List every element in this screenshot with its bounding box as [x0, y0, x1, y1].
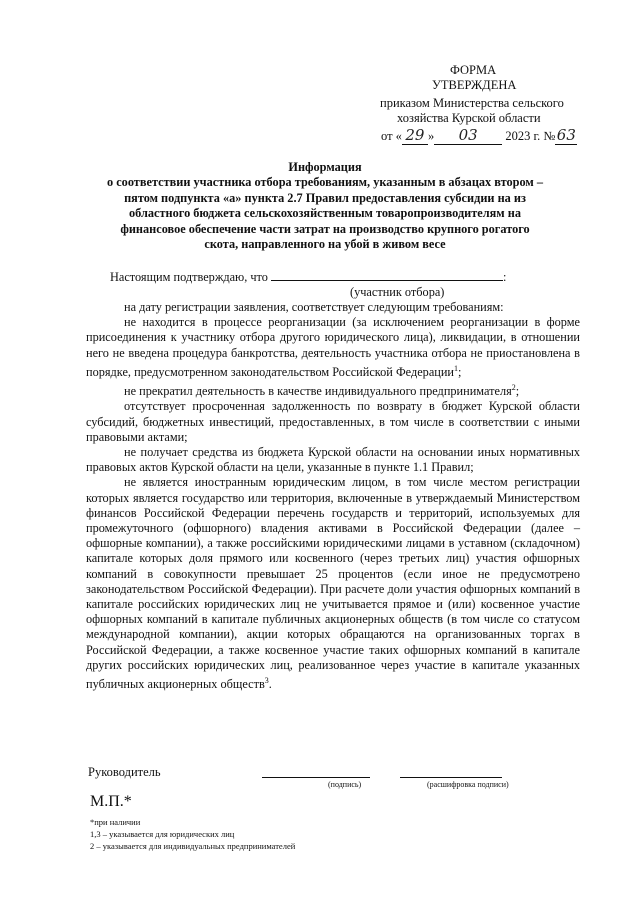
participant-caption: (участник отбора) [350, 285, 445, 299]
paragraph-text: не прекратил деятельность в качестве индивидуального предпринимателя [124, 384, 512, 399]
title-line: пятом подпункта «а» пункта 2.7 Правил предоставления субсидии на из [124, 190, 526, 205]
title-line: скота, направленного на убой в живом весе [204, 237, 446, 252]
order-line-2: хозяйства Курской области [397, 111, 541, 125]
title-line: о соответствии участника отбора требованиям, указанным в абзацах втором – [106, 175, 543, 190]
signature-line [262, 777, 370, 778]
confirm-prefix: Настоящим подтверждаю, что [110, 270, 268, 284]
signature-caption: (подпись) [328, 780, 362, 789]
paragraph [86, 315, 580, 380]
date-mid: » [427, 129, 435, 143]
requirements-body [86, 300, 580, 692]
title-line: финансовое обеспечение части затрат на производство крупного рогатого [120, 221, 530, 236]
paragraph: не получает средства из бюджета Курской области на основании иных нормативных правовых актов Курской области на цели, указанные в пункте 1.1 Правил; [86, 445, 580, 475]
head-label: Руководитель [88, 765, 161, 779]
footnote-ref: 2 [511, 383, 516, 393]
date-day: 29 [402, 126, 428, 145]
date-year: 2023 г. № [505, 129, 556, 143]
confirm-suffix: : [503, 270, 507, 284]
order-line-1: приказом Министерства сельского [380, 96, 564, 110]
signature-decode-line [400, 777, 502, 778]
confirm-line [110, 268, 506, 285]
approved-label: УТВЕРЖДЕНА [432, 78, 517, 92]
title-line: областного бюджета сельскохозяйственным товаропроизводителям на [129, 206, 521, 221]
participant-blank [271, 268, 503, 281]
form-label: ФОРМА [450, 63, 497, 77]
title-line: Информация [288, 160, 362, 174]
order-date-line [381, 126, 577, 145]
paragraph [86, 380, 580, 399]
footnote: *при наличии [90, 817, 141, 827]
paragraph-end: . [268, 677, 272, 692]
footnote: 2 – указывается для индивидуальных предпринимателей [90, 841, 296, 851]
paragraph-text: не находится в процессе реорганизации (за исключением реорганизации в форме присоединения к участнику отбора другого юридического лица), ликвидации, в отношении него не введена процедура банкротства, деятельность участника отбора не приостановлена в порядке, предусмотренном законодательством Российской Федерации [86, 315, 580, 379]
seal-place: М.П.* [90, 793, 132, 810]
date-month: 03 [434, 126, 502, 145]
date-prefix: от « [381, 129, 402, 143]
order-number: 63 [556, 126, 576, 144]
footnote-ref: 1 [454, 363, 459, 373]
document-title [80, 160, 570, 252]
signature-decode-caption: (расшифровка подписи) [427, 780, 509, 789]
paragraph-end: ; [515, 384, 520, 399]
paragraph [86, 475, 580, 692]
paragraph-text: не является иностранным юридическим лицом, в том числе местом регистрации которых является государство или территория, включенные в утверждаемый Министерством финансов Российской Федерации перечень государств и территорий, используемых для промежуточного (офшорного) владения активами в Российской Федерации (далее – офшорные компании), а также российскими юридическими лицами в уставном (складочном) капитале которых доля прямого или косвенного (через третьих лиц) участия офшорных компаний в совокупности превышает 25 процентов (если иное не предусмотрено законодательством Российской Федерации). При расчете доли участия офшорных компаний в капитале российских юридических лиц не учитывается прямое и (или) косвенное участие офшорных компаний в капитале публичных акционерных обществ (в том числе со статусом международной компании), акции которых обращаются на организованных торгах в Российской Федерации, а также косвенное участие таких офшорных компаний в капитале других российских юридических лиц, реализованное через участие в капитале указанных публичных акционерных обществ [86, 475, 580, 692]
footnote: 1,3 – указывается для юридических лиц [90, 829, 235, 839]
footnote-ref: 3 [264, 676, 269, 686]
paragraph-end: ; [458, 364, 462, 379]
paragraph: отсутствует просроченная задолженность по возврату в бюджет Курской области субсидий, бюджетных инвестиций, предоставленных, в том числе в соответствии с иными правовыми актами; [86, 399, 580, 444]
paragraph: на дату регистрации заявления, соответствует следующим требованиям: [124, 300, 504, 314]
